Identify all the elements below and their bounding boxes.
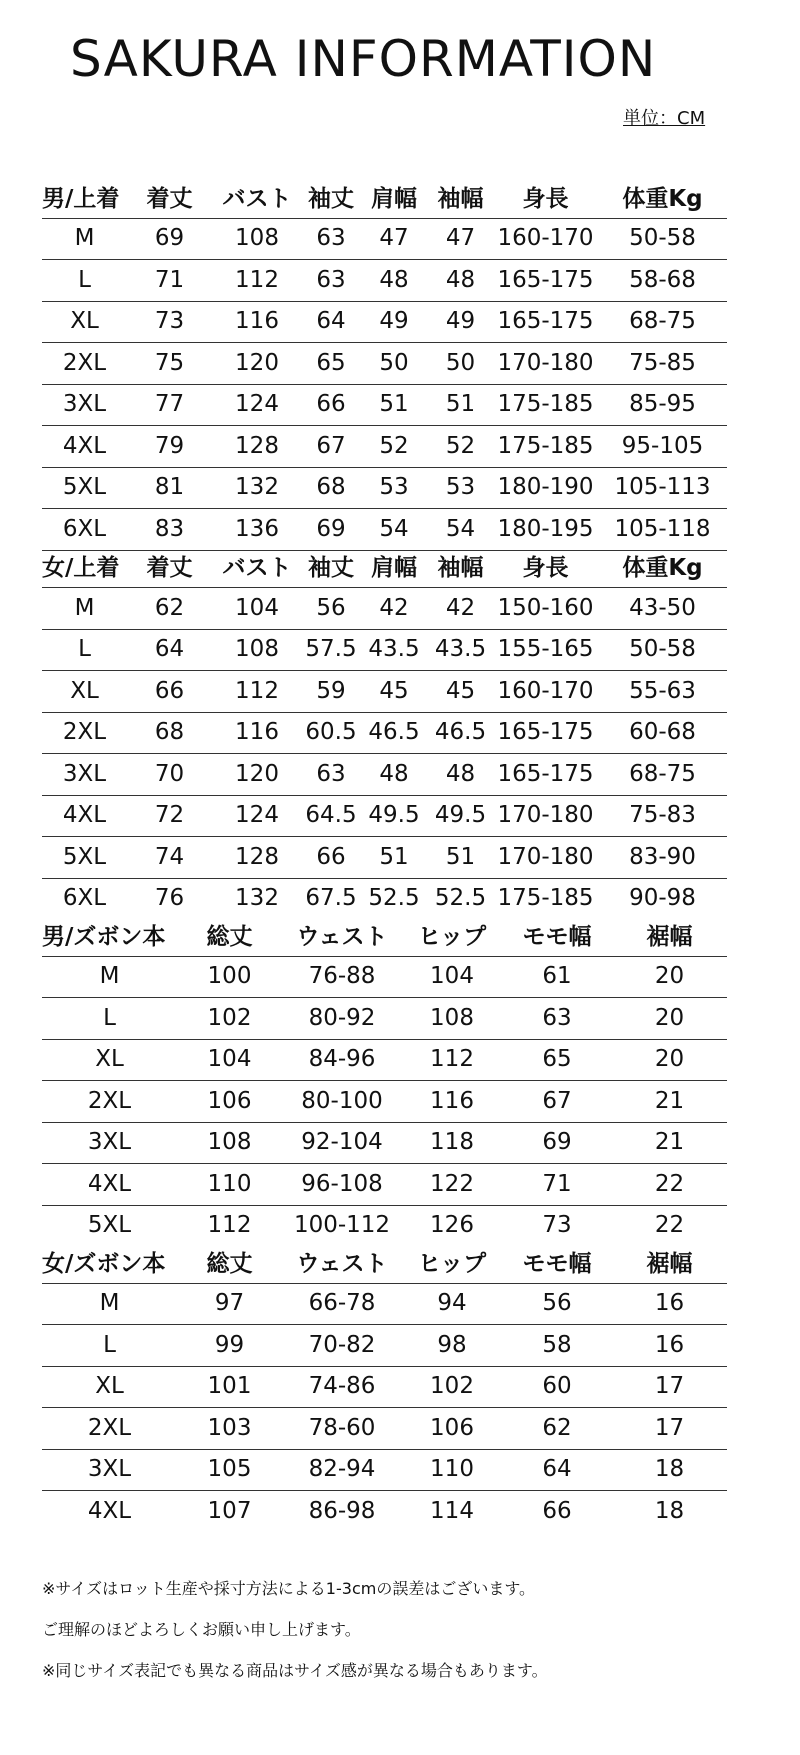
table-cell: 20: [612, 956, 727, 998]
table-row: [42, 1164, 727, 1206]
table-cell: 136: [212, 509, 302, 551]
table-cell: 77: [127, 384, 212, 426]
size-label: 4XL: [42, 426, 127, 468]
table-cell: 75-83: [598, 795, 727, 837]
column-header: 総丈: [206, 1250, 253, 1277]
table-cell: 96-108: [282, 1164, 402, 1206]
column-header: バスト: [222, 555, 292, 582]
table-row: [42, 754, 727, 796]
table-cell: 112: [212, 260, 302, 302]
column-header: 体重Kg: [622, 185, 703, 212]
table-cell: 52.5: [428, 878, 493, 919]
table-cell: 170-180: [493, 343, 598, 385]
table-row: [42, 878, 727, 919]
table-cell: 66: [302, 837, 360, 879]
table-cell: 52: [360, 426, 428, 468]
table-row: [42, 426, 727, 468]
column-header: 肩幅: [371, 185, 417, 212]
table-cell: 59: [302, 671, 360, 713]
size-label: 2XL: [42, 712, 127, 754]
table-cell: 66-78: [282, 1283, 402, 1325]
table-cell: 43.5: [360, 629, 428, 671]
table-cell: 68: [302, 467, 360, 509]
table-cell: 60.5: [302, 712, 360, 754]
size-label: 5XL: [42, 837, 127, 879]
note-understanding: ご理解のほどよろしくお願い申し上げます。: [42, 1620, 361, 1639]
table-cell: 64: [502, 1449, 612, 1491]
table-cell: 53: [360, 467, 428, 509]
table-row: [42, 467, 727, 509]
table-header-row: [42, 1246, 727, 1283]
note-lot-error: ※サイズはロット生産や採寸方法による1-3cmの誤差はございます。: [42, 1579, 536, 1598]
table-cell: 165-175: [493, 712, 598, 754]
column-header: 着丈: [146, 185, 193, 212]
table-cell: 43-50: [598, 588, 727, 630]
column-header: 着丈: [146, 555, 193, 582]
table-cell: 63: [302, 754, 360, 796]
column-header: 裾幅: [646, 1250, 693, 1277]
table-cell: 104: [402, 956, 502, 998]
table-row: [42, 671, 727, 713]
table-cell: 69: [302, 509, 360, 551]
table-row: [42, 509, 727, 551]
table-cell: 105-113: [598, 467, 727, 509]
table-row: [42, 1325, 727, 1367]
table-cell: 110: [177, 1164, 282, 1206]
table-row: [42, 1366, 727, 1408]
table-cell: 47: [428, 218, 493, 260]
table-cell: 57.5: [302, 629, 360, 671]
table-cell: 75: [127, 343, 212, 385]
size-label: 5XL: [42, 467, 127, 509]
table-cell: 20: [612, 998, 727, 1040]
table-cell: 62: [502, 1408, 612, 1450]
section-title: 男/ズボン本: [42, 923, 166, 950]
size-label: 6XL: [42, 878, 127, 919]
table-row: [42, 998, 727, 1040]
table-cell: 150-160: [493, 588, 598, 630]
table-row: [42, 1449, 727, 1491]
table-cell: 108: [402, 998, 502, 1040]
table-cell: 108: [212, 629, 302, 671]
size-label: 4XL: [42, 1164, 177, 1206]
table-cell: 54: [360, 509, 428, 551]
column-header: 身長: [522, 185, 569, 212]
table-cell: 81: [127, 467, 212, 509]
table-cell: 51: [360, 384, 428, 426]
column-header: 袖幅: [437, 185, 484, 212]
table-cell: 66: [502, 1491, 612, 1532]
size-label: M: [42, 956, 177, 998]
table-cell: 68-75: [598, 301, 727, 343]
size-label: 4XL: [42, 795, 127, 837]
table-cell: 126: [402, 1205, 502, 1246]
table-cell: 76-88: [282, 956, 402, 998]
table-cell: 64: [302, 301, 360, 343]
table-cell: 42: [428, 588, 493, 630]
size-label: L: [42, 1325, 177, 1367]
size-label: 2XL: [42, 1408, 177, 1450]
table-cell: 18: [612, 1449, 727, 1491]
table-cell: 114: [402, 1491, 502, 1532]
table-cell: 72: [127, 795, 212, 837]
table-header-row: [42, 919, 727, 956]
table-cell: 55-63: [598, 671, 727, 713]
table-cell: 128: [212, 837, 302, 879]
table-cell: 108: [177, 1122, 282, 1164]
table-cell: 73: [502, 1205, 612, 1246]
table-cell: 63: [502, 998, 612, 1040]
table-cell: 68: [127, 712, 212, 754]
table-cell: 100: [177, 956, 282, 998]
table-header-row: [42, 181, 727, 218]
table-cell: 107: [177, 1491, 282, 1532]
table-cell: 110: [402, 1449, 502, 1491]
table-cell: 17: [612, 1408, 727, 1450]
table-cell: 49.5: [360, 795, 428, 837]
size-label: XL: [42, 301, 127, 343]
table-cell: 120: [212, 343, 302, 385]
table-cell: 52: [428, 426, 493, 468]
table-cell: 66: [302, 384, 360, 426]
table-cell: 50: [428, 343, 493, 385]
table-cell: 63: [302, 260, 360, 302]
size-table-men-jacket: [42, 181, 727, 551]
table-row: [42, 1283, 727, 1325]
section-title: 女/上着: [42, 555, 120, 582]
table-row: [42, 795, 727, 837]
table-cell: 75-85: [598, 343, 727, 385]
size-label: 3XL: [42, 1122, 177, 1164]
table-cell: 76: [127, 878, 212, 919]
table-cell: 90-98: [598, 878, 727, 919]
table-cell: 67: [502, 1081, 612, 1123]
size-label: XL: [42, 671, 127, 713]
size-label: 4XL: [42, 1491, 177, 1532]
table-header-row: [42, 551, 727, 588]
table-cell: 65: [502, 1039, 612, 1081]
table-cell: 80-100: [282, 1081, 402, 1123]
table-cell: 73: [127, 301, 212, 343]
size-label: XL: [42, 1039, 177, 1081]
table-cell: 67.5: [302, 878, 360, 919]
table-cell: 66: [127, 671, 212, 713]
table-cell: 160-170: [493, 671, 598, 713]
table-cell: 99: [177, 1325, 282, 1367]
table-cell: 64.5: [302, 795, 360, 837]
table-cell: 50: [360, 343, 428, 385]
column-header: ウェスト: [296, 923, 388, 950]
table-cell: 48: [428, 260, 493, 302]
table-row: [42, 588, 727, 630]
table-cell: 74-86: [282, 1366, 402, 1408]
column-header: 肩幅: [371, 555, 417, 582]
unit-label: 単位：CM: [623, 108, 706, 129]
table-cell: 65: [302, 343, 360, 385]
table-row: [42, 1408, 727, 1450]
table-row: [42, 343, 727, 385]
table-row: [42, 956, 727, 998]
column-header: ウェスト: [296, 1250, 388, 1277]
table-cell: 49: [428, 301, 493, 343]
table-cell: 108: [212, 218, 302, 260]
table-cell: 56: [302, 588, 360, 630]
column-header: モモ幅: [522, 1250, 592, 1277]
table-cell: 70: [127, 754, 212, 796]
table-cell: 46.5: [360, 712, 428, 754]
table-cell: 69: [127, 218, 212, 260]
table-cell: 67: [302, 426, 360, 468]
column-header: 総丈: [206, 923, 253, 950]
page-title: SAKURA INFORMATION: [70, 30, 657, 88]
table-cell: 60: [502, 1366, 612, 1408]
size-label: L: [42, 260, 127, 302]
table-cell: 17: [612, 1366, 727, 1408]
table-cell: 116: [402, 1081, 502, 1123]
table-cell: 102: [177, 998, 282, 1040]
size-label: 2XL: [42, 1081, 177, 1123]
column-header: ヒップ: [417, 1250, 487, 1277]
table-cell: 45: [428, 671, 493, 713]
table-cell: 45: [360, 671, 428, 713]
table-cell: 165-175: [493, 260, 598, 302]
table-cell: 165-175: [493, 301, 598, 343]
table-cell: 63: [302, 218, 360, 260]
size-tables: [42, 181, 727, 1532]
table-cell: 49: [360, 301, 428, 343]
table-cell: 97: [177, 1283, 282, 1325]
table-cell: 47: [360, 218, 428, 260]
table-cell: 50-58: [598, 218, 727, 260]
table-cell: 124: [212, 795, 302, 837]
table-row: [42, 218, 727, 260]
table-cell: 70-82: [282, 1325, 402, 1367]
column-header: 体重Kg: [622, 555, 703, 582]
table-cell: 22: [612, 1205, 727, 1246]
size-table-men-pants: [42, 919, 727, 1246]
size-label: M: [42, 1283, 177, 1325]
table-row: [42, 260, 727, 302]
table-cell: 132: [212, 878, 302, 919]
table-row: [42, 1205, 727, 1246]
table-cell: 62: [127, 588, 212, 630]
table-cell: 165-175: [493, 754, 598, 796]
table-cell: 43.5: [428, 629, 493, 671]
size-label: 3XL: [42, 384, 127, 426]
table-cell: 54: [428, 509, 493, 551]
table-cell: 85-95: [598, 384, 727, 426]
column-header: 袖丈: [308, 185, 354, 212]
table-cell: 120: [212, 754, 302, 796]
table-row: [42, 301, 727, 343]
table-cell: 102: [402, 1366, 502, 1408]
table-cell: 16: [612, 1283, 727, 1325]
table-cell: 46.5: [428, 712, 493, 754]
table-cell: 49.5: [428, 795, 493, 837]
column-header: 袖丈: [308, 555, 354, 582]
section-title: 男/上着: [42, 185, 120, 212]
table-cell: 180-190: [493, 467, 598, 509]
table-cell: 21: [612, 1081, 727, 1123]
table-cell: 106: [177, 1081, 282, 1123]
table-cell: 100-112: [282, 1205, 402, 1246]
table-row: [42, 629, 727, 671]
table-cell: 83: [127, 509, 212, 551]
table-row: [42, 837, 727, 879]
table-cell: 60-68: [598, 712, 727, 754]
table-cell: 20: [612, 1039, 727, 1081]
table-cell: 58-68: [598, 260, 727, 302]
table-cell: 79: [127, 426, 212, 468]
column-header: バスト: [222, 185, 292, 212]
table-cell: 78-60: [282, 1408, 402, 1450]
note-size-difference: ※同じサイズ表記でも異なる商品はサイズ感が異なる場合もあります。: [42, 1661, 548, 1680]
table-cell: 71: [127, 260, 212, 302]
table-cell: 105-118: [598, 509, 727, 551]
table-row: [42, 1039, 727, 1081]
table-cell: 105: [177, 1449, 282, 1491]
size-label: L: [42, 998, 177, 1040]
table-cell: 86-98: [282, 1491, 402, 1532]
table-cell: 124: [212, 384, 302, 426]
table-cell: 106: [402, 1408, 502, 1450]
table-row: [42, 1081, 727, 1123]
table-cell: 92-104: [282, 1122, 402, 1164]
table-row: [42, 1122, 727, 1164]
table-cell: 69: [502, 1122, 612, 1164]
size-label: M: [42, 218, 127, 260]
table-cell: 160-170: [493, 218, 598, 260]
table-cell: 61: [502, 956, 612, 998]
table-cell: 112: [177, 1205, 282, 1246]
size-table-women-jacket: [42, 551, 727, 920]
size-label: 5XL: [42, 1205, 177, 1246]
table-cell: 64: [127, 629, 212, 671]
table-cell: 175-185: [493, 426, 598, 468]
table-cell: 155-165: [493, 629, 598, 671]
table-cell: 104: [212, 588, 302, 630]
size-table-women-pants: [42, 1246, 727, 1532]
table-cell: 21: [612, 1122, 727, 1164]
column-header: 裾幅: [646, 923, 693, 950]
section-title: 女/ズボン本: [42, 1250, 166, 1277]
table-cell: 56: [502, 1283, 612, 1325]
table-cell: 48: [360, 260, 428, 302]
size-label: XL: [42, 1366, 177, 1408]
table-cell: 84-96: [282, 1039, 402, 1081]
table-cell: 18: [612, 1491, 727, 1532]
table-cell: 52.5: [360, 878, 428, 919]
table-cell: 51: [360, 837, 428, 879]
table-cell: 83-90: [598, 837, 727, 879]
table-cell: 132: [212, 467, 302, 509]
size-label: 6XL: [42, 509, 127, 551]
table-cell: 53: [428, 467, 493, 509]
table-cell: 71: [502, 1164, 612, 1206]
table-cell: 112: [212, 671, 302, 713]
table-cell: 80-92: [282, 998, 402, 1040]
size-label: M: [42, 588, 127, 630]
section-body: [42, 181, 727, 550]
table-cell: 50-58: [598, 629, 727, 671]
table-cell: 58: [502, 1325, 612, 1367]
table-cell: 128: [212, 426, 302, 468]
table-cell: 103: [177, 1408, 282, 1450]
table-cell: 51: [428, 837, 493, 879]
table-cell: 95-105: [598, 426, 727, 468]
table-cell: 68-75: [598, 754, 727, 796]
table-cell: 94: [402, 1283, 502, 1325]
table-cell: 118: [402, 1122, 502, 1164]
column-header: モモ幅: [522, 923, 592, 950]
table-cell: 122: [402, 1164, 502, 1206]
table-row: [42, 1491, 727, 1532]
table-cell: 116: [212, 712, 302, 754]
table-cell: 82-94: [282, 1449, 402, 1491]
size-label: L: [42, 629, 127, 671]
table-row: [42, 712, 727, 754]
column-header: ヒップ: [417, 923, 487, 950]
section-body: [42, 919, 727, 1246]
table-cell: 48: [360, 754, 428, 796]
section-body: [42, 551, 727, 920]
section-body: [42, 1246, 727, 1532]
column-header: 身長: [522, 555, 569, 582]
table-cell: 48: [428, 754, 493, 796]
table-cell: 104: [177, 1039, 282, 1081]
table-cell: 170-180: [493, 837, 598, 879]
table-cell: 101: [177, 1366, 282, 1408]
table-cell: 116: [212, 301, 302, 343]
table-row: [42, 384, 727, 426]
table-cell: 22: [612, 1164, 727, 1206]
table-cell: 98: [402, 1325, 502, 1367]
size-label: 3XL: [42, 754, 127, 796]
table-cell: 112: [402, 1039, 502, 1081]
table-cell: 175-185: [493, 878, 598, 919]
table-cell: 16: [612, 1325, 727, 1367]
table-cell: 180-195: [493, 509, 598, 551]
size-label: 2XL: [42, 343, 127, 385]
table-cell: 74: [127, 837, 212, 879]
table-cell: 175-185: [493, 384, 598, 426]
table-cell: 42: [360, 588, 428, 630]
size-label: 3XL: [42, 1449, 177, 1491]
table-cell: 170-180: [493, 795, 598, 837]
table-cell: 51: [428, 384, 493, 426]
column-header: 袖幅: [437, 555, 484, 582]
